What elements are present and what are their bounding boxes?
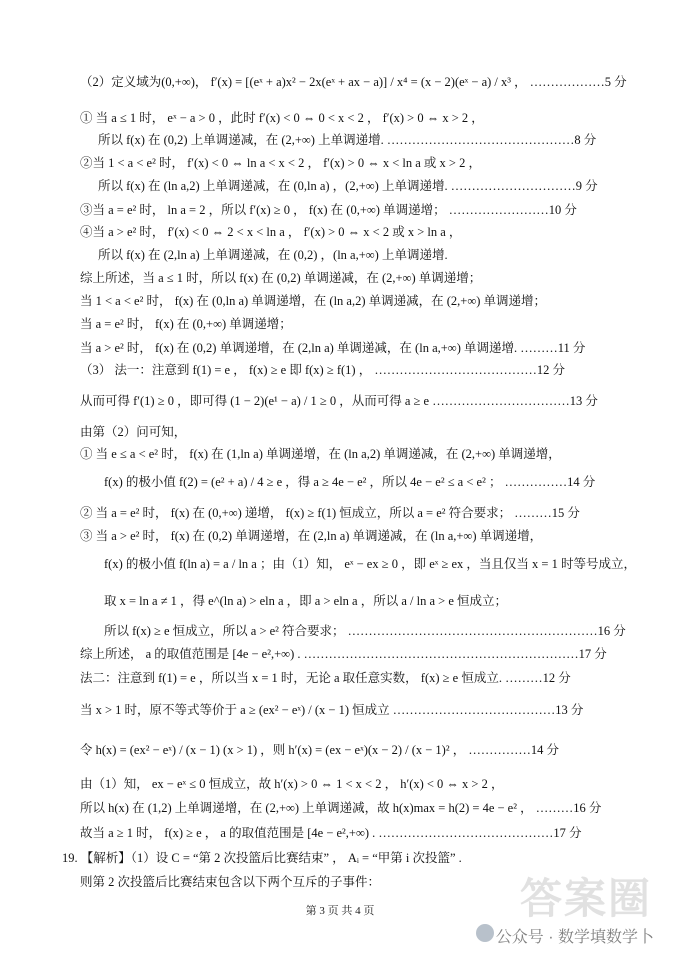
text-line: 综上所述， a 的取值范围是 [4e − e²,+∞) . …………………………………………………………17 分 bbox=[80, 647, 607, 661]
text-line: 所以 f(x) 在 (ln a,2) 上单调递减，在 (0,ln a) ，(2,+∞) 上单调递增. …………………………9 分 bbox=[98, 179, 598, 193]
text-line: f(x) 的极小值 f(2) = (e² + a) / 4 ≥ e ，得 a ≥ 4e − e² ，所以 4e − e² ≤ a < e² ； ……………14 分 bbox=[104, 475, 596, 489]
text-line: 所以 f(x) 在 (0,2) 上单调递减，在 (2,+∞) 上单调递增. ………………………………………8 分 bbox=[98, 133, 597, 147]
wechat-icon bbox=[476, 924, 494, 942]
text-line: 故当 a ≥ 1 时， f(x) ≥ e ， a 的取值范围是 [4e − e²,+∞) . ……………………………………17 分 bbox=[80, 826, 582, 840]
text-line: ① 当 a ≤ 1 时， eˣ − a > 0 ，此时 f′(x) < 0 ⇔ 0 < x < 2 ， f′(x) > 0 ⇔ x > 2 ， bbox=[80, 111, 484, 125]
text-line: 由第（2）问可知， bbox=[80, 425, 187, 439]
text-line: 当 a = e² 时， f(x) 在 (0,+∞) 单调递增； bbox=[80, 317, 292, 331]
text-line: ② 当 a = e² 时， f(x) 在 (0,+∞) 递增， f(x) ≥ f(1) 恒成立，所以 a = e² 符合要求； ………15 分 bbox=[80, 506, 580, 520]
text-line: （2）定义域为(0,+∞)， f′(x) = [(eˣ + a)x² − 2x(eˣ + ax − a)] / x⁴ = (x − 2)(eˣ − a) / x³ ， ………………5 分 bbox=[80, 75, 627, 89]
text-line: 法二：注意到 f(1) = e ，所以当 x = 1 时，无论 a 取任意实数， f(x) ≥ e 恒成立. ………12 分 bbox=[80, 671, 571, 685]
text-line: 取 x = ln a ≠ 1 ，得 e^(ln a) > eln a ，即 a > eln a ，所以 a / ln a > e 恒成立； bbox=[104, 594, 507, 608]
text-line: 当 1 < a < e² 时， f(x) 在 (0,ln a) 单调递增，在 (ln a,2) 单调递减，在 (2,+∞) 单调递增； bbox=[80, 294, 547, 308]
text-line: f(x) 的极小值 f(ln a) = a / ln a ；由（1）知， eˣ − ex ≥ 0 ，即 eˣ ≥ ex ，当且仅当 x = 1 时等号成立， bbox=[104, 557, 636, 571]
page-number: 第 3 页 共 4 页 bbox=[305, 905, 375, 917]
text-line: ②当 1 < a < e² 时， f′(x) < 0 ⇔ ln a < x < 2 ， f′(x) > 0 ⇔ x < ln a 或 x > 2 ， bbox=[80, 156, 481, 170]
text-line: 所以 f(x) ≥ e 恒成立，所以 a > e² 符合要求； ……………………………………………………16 分 bbox=[104, 624, 626, 638]
text-line: 则第 2 次投篮后比赛结束包含以下两个互斥的子事件： bbox=[80, 875, 381, 889]
text-line: （3） 法一：注意到 f(1) = e ， f(x) ≥ e 即 f(x) ≥ f(1) ， …………………………………12 分 bbox=[80, 363, 565, 377]
text-line: 综上所述，当 a ≤ 1 时，所以 f(x) 在 (0,2) 单调递减，在 (2,+∞) 单调递增； bbox=[80, 271, 482, 285]
text-line: 19. 【解析】（1）设 C = “第 2 次投篮后比赛结束” ， Aᵢ = “甲第 i 次投篮” . bbox=[62, 851, 462, 865]
text-line: 当 a > e² 时， f(x) 在 (0,2) 单调递增，在 (2,ln a) 单调递减，在 (ln a,+∞) 单调递增. ………11 分 bbox=[80, 341, 586, 355]
text-line: 令 h(x) = (ex² − eˣ) / (x − 1) (x > 1) ，则 h′(x) = (ex − eˣ)(x − 2) / (x − 1)² ， ……………14 分 bbox=[80, 743, 559, 757]
text-line: 由（1）知， ex − eˣ ≤ 0 恒成立，故 h′(x) > 0 ⇔ 1 < x < 2 ， h′(x) < 0 ⇔ x > 2 ， bbox=[80, 777, 504, 791]
text-line: ③当 a = e² 时， ln a = 2 ，所以 f′(x) ≥ 0 ， f(x) 在 (0,+∞) 单调递增； ……………………10 分 bbox=[80, 203, 577, 217]
watermark-caption: 公众号 · 数学填数学卜 bbox=[495, 929, 654, 946]
text-line: ① 当 e ≤ a < e² 时， f(x) 在 (1,ln a) 单调递增，在 (ln a,2) 单调递减，在 (2,+∞) 单调递增， bbox=[80, 447, 561, 461]
text-line: 当 x > 1 时，原不等式等价于 a ≥ (ex² − eˣ) / (x − 1) 恒成立 …………………………………13 分 bbox=[80, 703, 584, 717]
text-line: 所以 h(x) 在 (1,2) 上单调递增，在 (2,+∞) 上单调递减，故 h(x)max = h(2) = 4e − e² ， ………16 分 bbox=[80, 801, 602, 815]
text-line: 从而可得 f′(1) ≥ 0 ，即可得 (1 − 2)(e¹ − a) / 1 ≥ 0 ，从而可得 a ≥ e ……………………………13 分 bbox=[80, 394, 598, 408]
text-line: ③ 当 a > e² 时， f(x) 在 (0,2) 单调递增，在 (2,ln a) 单调递减，在 (ln a,+∞) 单调递增， bbox=[80, 529, 543, 543]
text-line: 所以 f(x) 在 (2,ln a) 上单调递减，在 (0,2) ，(ln a,+∞) 上单调递增. bbox=[98, 248, 448, 262]
watermark-logo: 答案圈 bbox=[519, 874, 652, 923]
text-line: ④当 a > e² 时， f′(x) < 0 ⇔ 2 < x < ln a ， f′(x) > 0 ⇔ x < 2 或 x > ln a ， bbox=[80, 225, 462, 239]
